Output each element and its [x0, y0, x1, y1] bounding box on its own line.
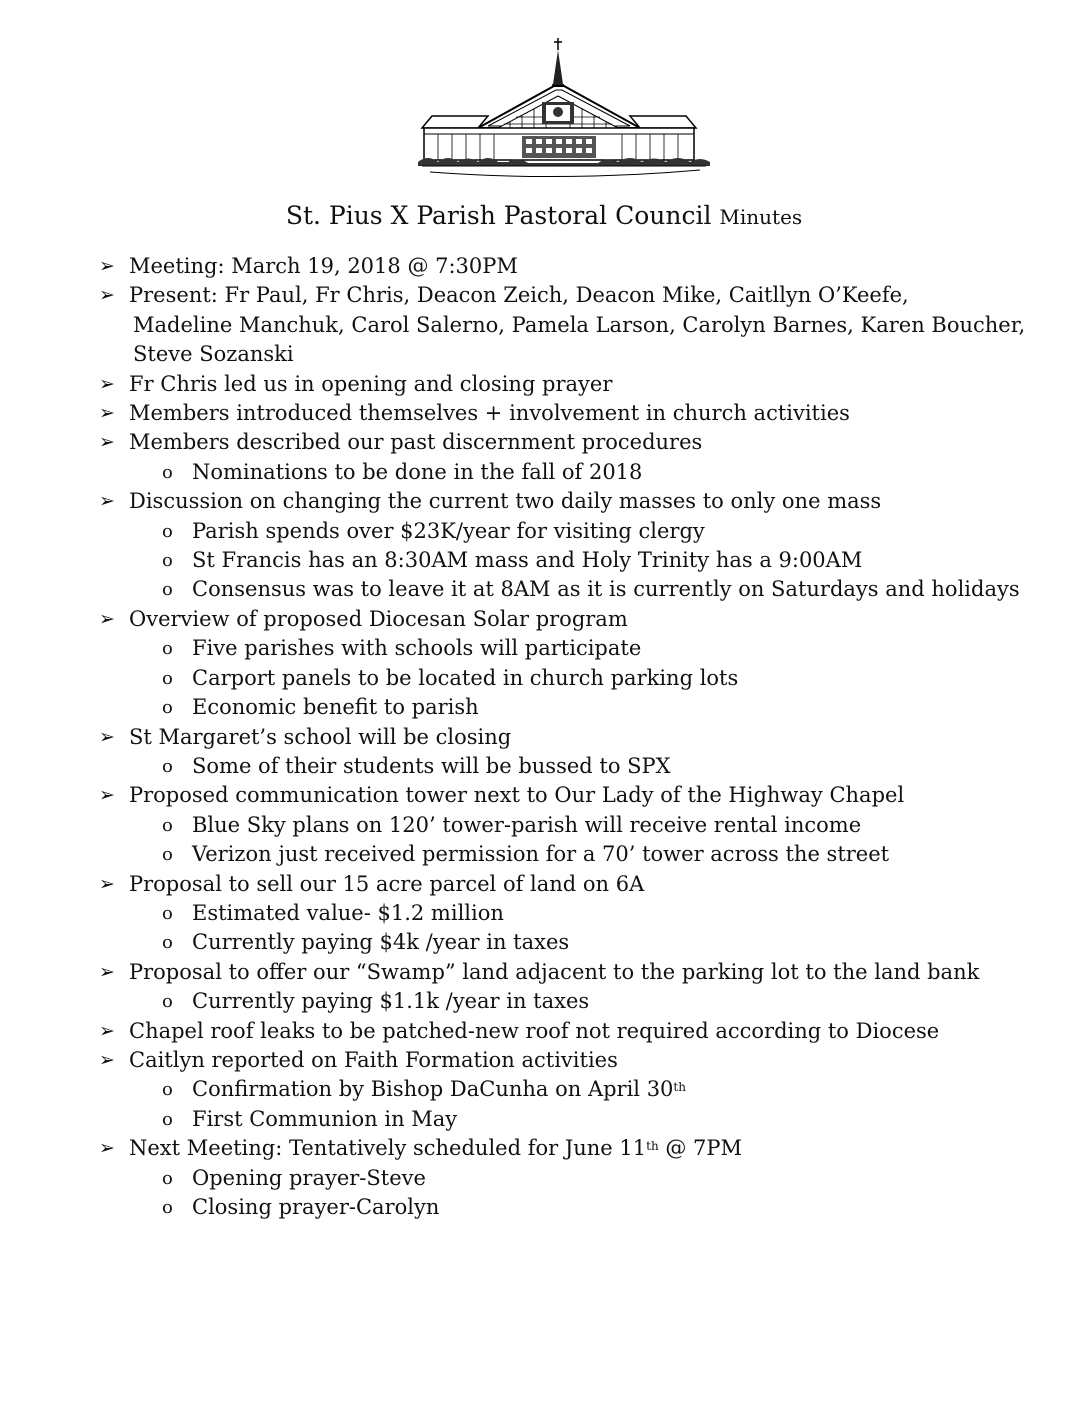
title-suffix: Minutes [719, 205, 803, 229]
sub-item-text: Parish spends over $23K/year for visiting clergy [192, 518, 705, 543]
sub-item-text: Economic benefit to parish [192, 695, 479, 720]
list-item-text: Proposal to sell our 15 acre parcel of land on 6A [129, 871, 645, 896]
superscript: th [673, 1080, 686, 1095]
sub-item-text: Estimated value- $1.2 million [192, 900, 504, 925]
circle-bullet-icon: o [162, 814, 173, 836]
circle-bullet-icon: o [162, 1079, 173, 1101]
arrow-bullet-icon: ➢ [99, 284, 115, 307]
list-item-text: Proposal to offer our “Swamp” land adjacent to the parking lot to the land bank [129, 959, 980, 984]
sub-list-item [96, 987, 1056, 1016]
list-item [96, 399, 1056, 428]
sub-list-item [96, 811, 1056, 840]
title-main: St. Pius X Parish Pastoral Council [285, 201, 712, 230]
circle-bullet-icon: o [162, 1167, 173, 1189]
circle-bullet-icon: o [162, 1108, 173, 1130]
text-segment: @ 7PM [658, 1136, 743, 1161]
list-item [96, 428, 1056, 457]
list-item-text: Meeting: March 19, 2018 @ 7:30PM [129, 254, 518, 278]
circle-bullet-icon: o [162, 461, 173, 483]
superscript: th [646, 1139, 659, 1154]
circle-bullet-icon: o [162, 579, 173, 601]
arrow-bullet-icon: ➢ [99, 490, 115, 513]
text-segment: Confirmation by Bishop DaCunha on April 30 [192, 1077, 674, 1102]
sub-item-text: Closing prayer-Carolyn [192, 1195, 440, 1219]
sub-item-text: St Francis has an 8:30AM mass and Holy Trinity has a 9:00AM [192, 548, 863, 573]
circle-bullet-icon: o [162, 1197, 173, 1218]
arrow-bullet-icon: ➢ [99, 725, 115, 748]
list-item [96, 781, 1056, 810]
sub-list-item [96, 458, 1056, 487]
sub-item-text [192, 1077, 686, 1101]
circle-bullet-icon: o [162, 697, 173, 719]
list-item [96, 370, 1056, 399]
sub-item-text: Carport panels to be located in church parking lots [192, 665, 739, 690]
sub-list-item [96, 928, 1056, 957]
circle-bullet-icon: o [162, 755, 173, 777]
arrow-bullet-icon: ➢ [99, 402, 115, 425]
sub-list-item [96, 1164, 1056, 1193]
sub-item-text: Nominations to be done in the fall of 2018 [192, 459, 643, 484]
circle-bullet-icon: o [162, 520, 173, 542]
list-item [96, 605, 1056, 634]
list-item [96, 870, 1056, 899]
sub-item-text: Currently paying $1.1k /year in taxes [192, 989, 590, 1014]
sub-item-text: Currently paying $4k /year in taxes [192, 930, 570, 955]
list-item [96, 487, 1056, 516]
arrow-bullet-icon: ➢ [99, 872, 115, 895]
list-item-text: Present: Fr Paul, Fr Chris, Deacon Zeich, Deacon Mike, Caitllyn O’Keefe, [129, 283, 909, 308]
list-item [96, 1017, 1056, 1046]
list-item-text: Members introduced themselves + involvement in church activities [129, 401, 850, 426]
circle-bullet-icon: o [162, 991, 173, 1013]
list-item-text [129, 1136, 742, 1160]
list-item-text: Overview of proposed Diocesan Solar program [129, 606, 628, 631]
list-item [96, 1046, 1056, 1075]
arrow-bullet-icon: ➢ [99, 431, 115, 454]
arrow-bullet-icon: ➢ [99, 372, 115, 395]
sub-list-item [96, 664, 1056, 693]
arrow-bullet-icon: ➢ [99, 784, 115, 807]
list-item-text: St Margaret’s school will be closing [129, 724, 512, 749]
list-item-text: Caitlyn reported on Faith Formation activities [129, 1047, 618, 1072]
list-item [96, 281, 1056, 369]
sub-item-text: Five parishes with schools will participate [192, 636, 642, 661]
circle-bullet-icon: o [162, 932, 173, 954]
sub-item-text: Opening prayer-Steve [192, 1165, 426, 1190]
circle-bullet-icon: o [162, 667, 173, 689]
list-item-text: Chapel roof leaks to be patched-new roof not required according to Diocese [129, 1018, 940, 1043]
minutes-list [96, 252, 1056, 1222]
circle-bullet-icon: o [162, 638, 173, 660]
list-item [96, 958, 1056, 987]
arrow-bullet-icon: ➢ [99, 1048, 115, 1071]
list-item-text: Members described our past discernment procedures [129, 430, 703, 455]
sub-list-item [96, 546, 1056, 575]
sub-item-text: First Communion in May [192, 1106, 458, 1131]
sub-list-item [96, 840, 1056, 869]
sub-list-item [96, 634, 1056, 663]
arrow-bullet-icon: ➢ [99, 1019, 115, 1042]
circle-bullet-icon: o [162, 902, 173, 924]
sub-list-item [96, 752, 1056, 781]
sub-item-text: Some of their students will be bussed to SPX [192, 753, 671, 778]
list-item-text: Fr Chris led us in opening and closing prayer [129, 371, 613, 396]
text-segment: Next Meeting: Tentatively scheduled for June 11 [129, 1136, 647, 1161]
arrow-bullet-icon: ➢ [99, 607, 115, 630]
sub-item-text: Verizon just received permission for a 70’ tower across the street [192, 842, 890, 867]
sub-item-text: Consensus was to leave it at 8AM as it is currently on Saturdays and holidays [192, 577, 1020, 602]
arrow-bullet-icon: ➢ [99, 960, 115, 983]
church-logo [418, 36, 710, 182]
list-item-text: Steve Sozanski [133, 342, 294, 367]
document-title [0, 201, 1088, 230]
sub-list-item [96, 1075, 1056, 1104]
arrow-bullet-icon: ➢ [99, 255, 115, 277]
arrow-bullet-icon: ➢ [99, 1137, 115, 1160]
sub-list-item [96, 899, 1056, 928]
sub-list-item [96, 1193, 1056, 1222]
sub-list-item [96, 693, 1056, 722]
sub-list-item [96, 575, 1056, 604]
circle-bullet-icon: o [162, 844, 173, 866]
circle-bullet-icon: o [162, 550, 173, 572]
list-item [96, 1134, 1056, 1163]
list-item-text: Proposed communication tower next to Our Lady of the Highway Chapel [129, 783, 905, 808]
sub-list-item [96, 517, 1056, 546]
list-item [96, 252, 1056, 281]
sub-list-item [96, 1105, 1056, 1134]
list-item-text: Madeline Manchuk, Carol Salerno, Pamela Larson, Carolyn Barnes, Karen Boucher, [133, 312, 1026, 337]
sub-item-text: Blue Sky plans on 120’ tower-parish will receive rental income [192, 812, 862, 837]
list-item [96, 723, 1056, 752]
list-item-text: Discussion on changing the current two daily masses to only one mass [129, 489, 882, 514]
